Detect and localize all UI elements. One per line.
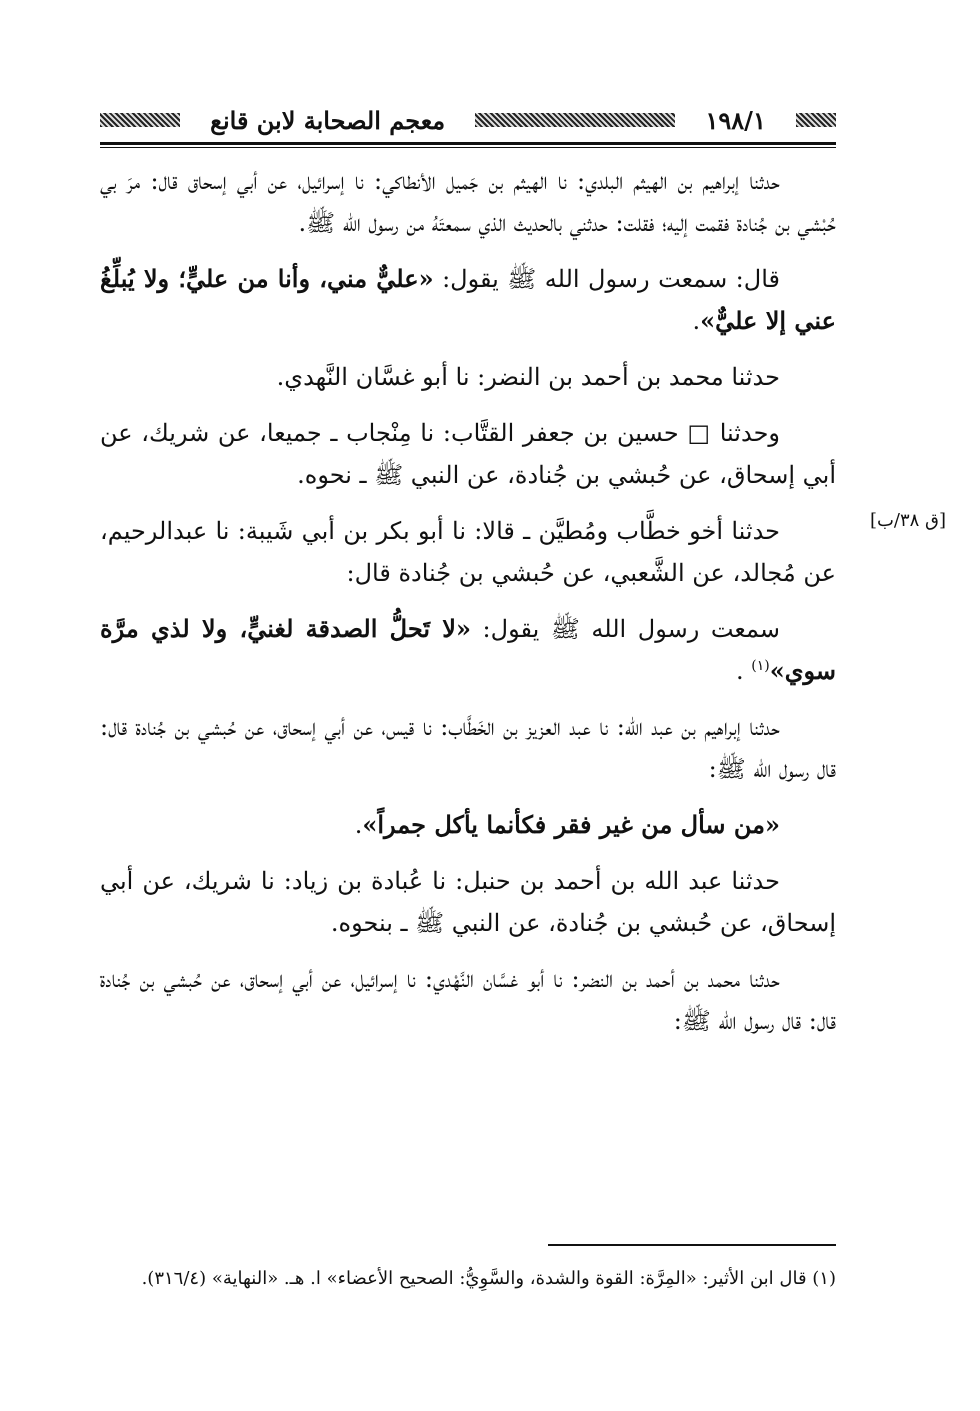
footnote-marker[interactable]: (١)	[751, 658, 770, 674]
book-title: معجم الصحابة لابن قانع	[210, 105, 446, 135]
paragraph: حدثنا أخو خطَّاب ومُطيَّن ـ قالا: نا أبو بكر بن أبي شَيبة: نا عبدالرحيم، عن مُجالد، عن الشَّعبي، عن حُبشي بن جُنادة قال:	[100, 517, 836, 587]
header-ornament-middle	[475, 113, 675, 127]
paragraph-suffix: .	[735, 657, 752, 685]
hadith-text: «لا تَحلُّ الصدقة لغنيٍّ، ولا لذي مرَّة سوي»	[100, 614, 836, 685]
paragraph-suffix: .	[692, 307, 701, 335]
page-number: ١٩٨/١	[705, 105, 766, 135]
header-ornament-right	[796, 113, 836, 127]
footnote-separator	[548, 1244, 836, 1246]
footnote: (١) قال ابن الأثير: «المِرَّة: القوة والشدة، والسَّوِيُّ: الصحيح الأعضاء» ا. هـ. «النهاية» (٣١٦/٤).	[141, 1268, 836, 1289]
body-text	[100, 160, 836, 1056]
paragraph	[100, 608, 836, 692]
header-rule	[100, 142, 836, 145]
paragraph: حدثنا محمد بن أحمد بن النضر: نا أبو غسَّان النَّهدي.	[276, 363, 780, 391]
hadith-text: «من سأل من غير فقر فكأنما يأكل جمراً»	[362, 810, 780, 839]
paragraph: حدثنا إبراهيم بن الهيثم البلدي: نا الهيثم بن جَميل الأنطاكي: نا إسرائيل، عن أبي إسحاق قال: مرَ بي حُبْشي بن جُنادة فقمت إليه؛ فقلت: حدثني بالحديث الذي سمعتَهُ من رسول الله ﷺ.	[100, 167, 836, 237]
header-rule-thin	[100, 147, 836, 148]
paragraph: وحدثنا □ حسين بن جعفر القتَّاب: نا مِنْجاب ـ جميعا، عن شريك، عن أبي إسحاق، عن حُبشي بن جُنادة، عن النبي ﷺ ـ نحوه.	[100, 419, 836, 489]
paragraph-prefix: سمعت رسول الله ﷺ يقول:	[471, 615, 780, 643]
page-header	[100, 98, 836, 142]
manuscript-folio-note: [ق ٣٨/ب]	[869, 510, 947, 531]
paragraph: حدثنا إبراهيم بن عبد الله: نا عبد العزيز بن الخَطَّاب: نا قيس، عن أبي إسحاق، عن حُبشي بن جُنادة قال: قال رسول الله ﷺ:	[100, 713, 836, 783]
paragraph: حدثنا محمد بن أحمد بن النضر: نا أبو غسَّان النَّهْدي: نا إسرائيل، عن أبي إسحاق، عن حُبشي بن جُنادة قال: قال رسول الله ﷺ:	[100, 965, 836, 1035]
hadith-text: «عليٌّ مني، وأنا من عليٍّ؛ ولا يُبلِّغُ عني إلا عليٌّ»	[100, 264, 836, 335]
paragraph	[100, 804, 836, 846]
paragraph-prefix: قال: سمعت رسول الله ﷺ يقول:	[433, 265, 780, 293]
paragraph-suffix: .	[354, 811, 363, 839]
header-ornament-left	[100, 113, 180, 127]
paragraph: حدثنا عبد الله بن أحمد بن حنبل: نا عُبادة بن زياد: نا شريك، عن أبي إسحاق، عن حُبشي بن جُنادة، عن النبي ﷺ ـ بنحوه.	[100, 867, 836, 937]
paragraph	[100, 258, 836, 342]
